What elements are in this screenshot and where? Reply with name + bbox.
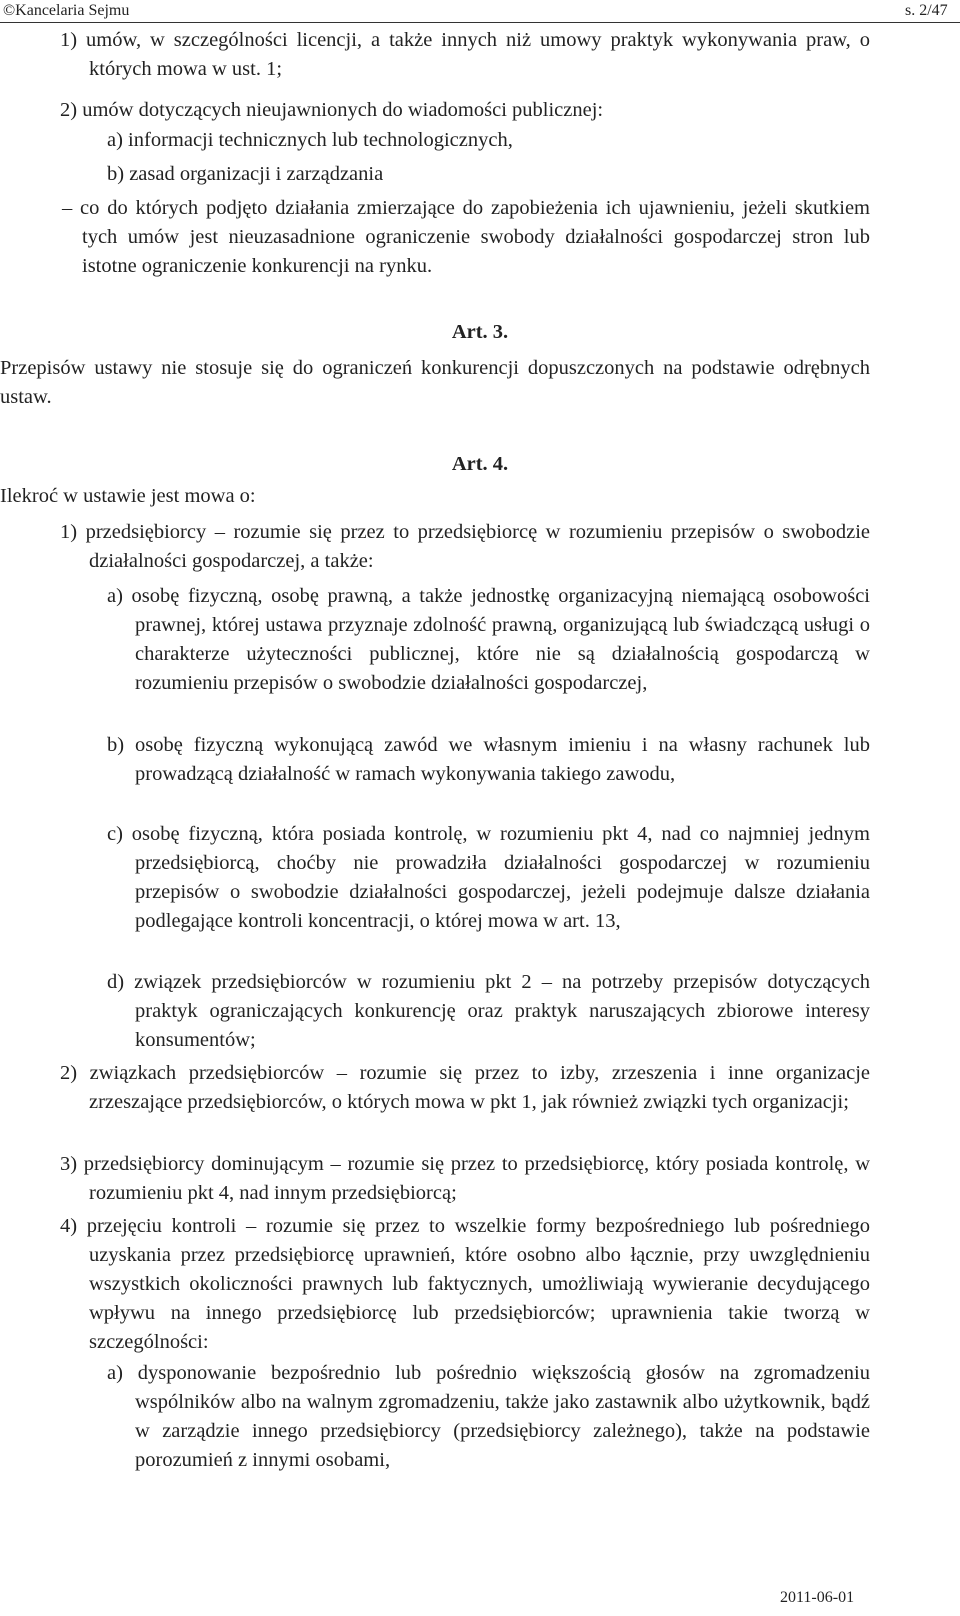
header-rule [0,22,960,23]
header-page-number: s. 2/47 [905,2,948,19]
footer-date: 2011-06-01 [780,1589,855,1606]
art3-text: Przepisów ustawy nie stosuje się do ograniczeń konkurencji dopuszczonych na podstawie odrębnych ustaw. [0,357,870,408]
art4-intro: Ilekroć w ustawie jest mowa o: [0,485,256,507]
art4-point-1c: c) osobę fizyczną, która posiada kontrolę, w rozumieniu pkt 4, nad co najmniej jednym przedsiębiorcą, choćby nie prowadziła działalności gospodarczej w rozumieniu przepisów o swobodzie działalności gospodarczej, jeżeli podejmuje dalsze działania podlegające kontroli koncentracji, o której mowa w art. 13, [107,823,870,932]
art4-point-2: 2) związkach przedsiębiorców – rozumie się przez to izby, zrzeszenia i inne organizacje zrzeszające przedsiębiorców, o których mowa w pkt 1, jak również związki tych organizacji; [60,1062,870,1113]
art2-item-2: 2) umów dotyczących nieujawnionych do wiadomości publicznej: [60,99,604,121]
art2-item-2a: a) informacji technicznych lub technologicznych, [107,129,513,151]
art4-point-1d: d) związek przedsiębiorców w rozumieniu pkt 2 – na potrzeby przepisów dotyczących praktyk ograniczających konkurencję oraz praktyk naruszających zbiorowe interesy konsumentów; [107,971,870,1051]
art4-point-1: 1) przedsiębiorcy – rozumie się przez to przedsiębiorcę w rozumieniu przepisów o swobodzie działalności gospodarczej, a także: [60,521,870,572]
art2-item-1: 1) umów, w szczególności licencji, a także innych niż umowy praktyk wykonywania praw, o których mowa w ust. 1; [60,29,870,80]
art4-point-4: 4) przejęciu kontroli – rozumie się przez to wszelkie formy bezpośredniego lub pośredniego uzyskania przez przedsiębiorcę uprawnień, które osobno albo łącznie, przy uwzględnieniu wszystkich okoliczności prawnych lub faktycznych, umożliwiają wywieranie decydującego wpływu na innego przedsiębiorcę lub przedsiębiorców; uprawnienia takie tworzą w szczególności: [60,1215,870,1353]
art4-point-1b: b) osobę fizyczną wykonującą zawód we własnym imieniu i na własny rachunek lub prowadzącą działalność w ramach wykonywania takiego zawodu, [107,734,870,785]
art4-title: Art. 4. [451,453,509,475]
art4-point-1a: a) osobę fizyczną, osobę prawną, a także jednostkę organizacyjną niemającą osobowości prawnej, której ustawa przyznaje zdolność prawną, organizującą lub świadczącą usługi o charakterze użyteczności publicznej, które nie są działalnością gospodarczą w rozumieniu przepisów o swobodzie działalności gospodarczej, [107,585,870,694]
header-source: ©Kancelaria Sejmu [3,2,130,19]
art4-point-4a: a) dysponowanie bezpośrednio lub pośrednio większością głosów na zgromadzeniu wspólników albo na walnym zgromadzeniu, także jako zastawnik albo użytkownik, bądź w zarządzie innego przedsiębiorcy (przedsiębiorcy zależnego), także na podstawie porozumień z innymi osobami, [107,1362,870,1471]
art2-item-2b: b) zasad organizacji i zarządzania [107,163,384,185]
art2-dash-paragraph: – co do których podjęto działania zmierzające do zapobieżenia ich ujawnieniu, jeżeli skutkiem tych umów jest nieuzasadnione ograniczenie swobody działalności gospodarczej stron lub istotne ograniczenie konkurencji na rynku. [62,197,870,277]
art3-title: Art. 3. [451,321,509,343]
art4-point-3: 3) przedsiębiorcy dominującym – rozumie się przez to przedsiębiorcę, który posiada kontrolę, w rozumieniu pkt 4, nad innym przedsiębiorcą; [60,1153,870,1204]
